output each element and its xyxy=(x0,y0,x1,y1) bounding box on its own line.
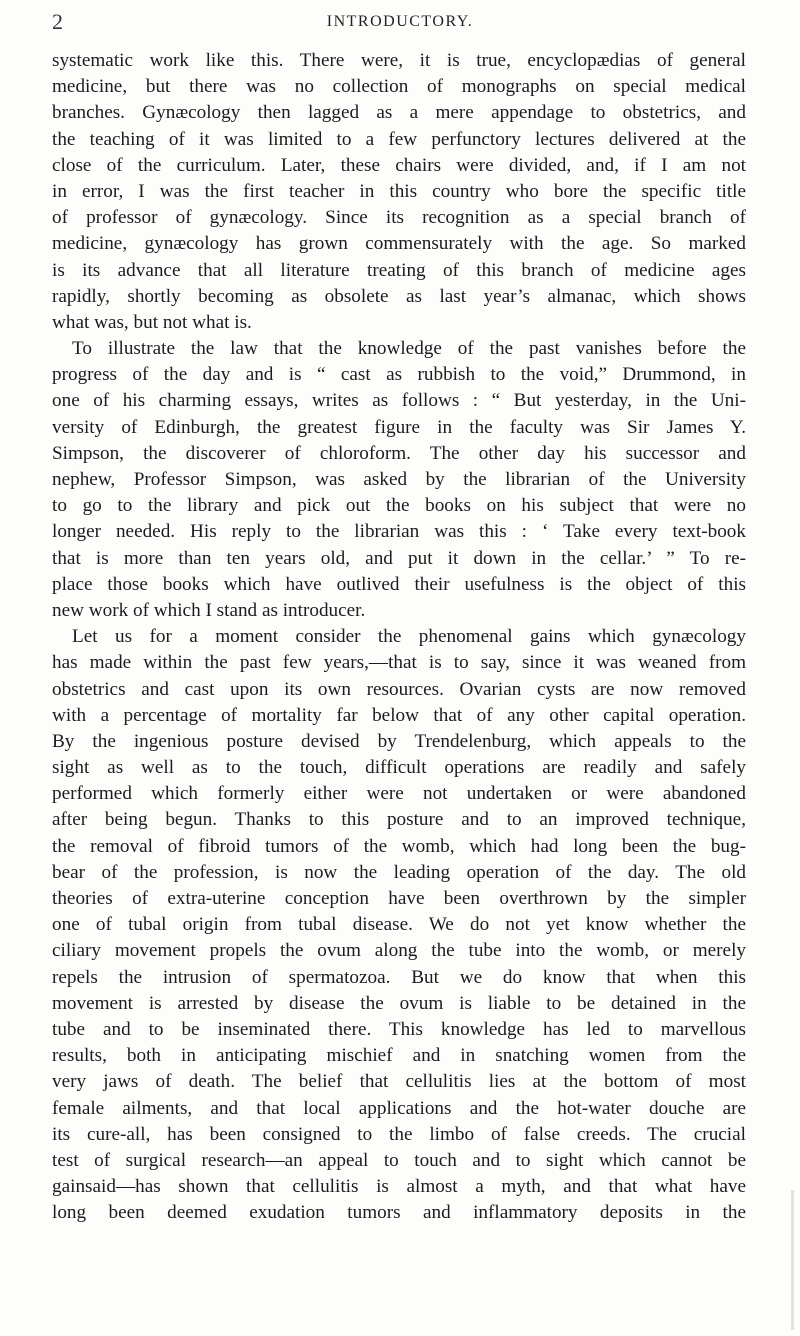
page-edge-shadow xyxy=(791,1190,794,1330)
body-text xyxy=(52,48,746,1226)
text-line: progress of the day and is “ cast as rubbish to the void,” Drummond, in xyxy=(52,364,746,386)
page-header xyxy=(52,8,748,36)
text-line: place those books which have outlived their usefulness is the object of this xyxy=(52,573,746,595)
text-line: theories of extra-uterine conception have been overthrown by the simpler xyxy=(52,888,746,909)
text-line: movement is arrested by disease the ovum is liable to be detained in the xyxy=(52,992,746,1014)
text-line: bear of the profession, is now the leading operation of the day. The old xyxy=(52,861,746,883)
text-line: what was, but not what is. xyxy=(52,311,252,333)
text-line: that is more than ten years old, and put it down in the cellar.’ ” To re- xyxy=(52,547,746,569)
text-line: gainsaid—has shown that cellulitis is almost a myth, and that what have xyxy=(52,1176,746,1198)
text-line: the removal of fibroid tumors of the womb, which had long been the bug- xyxy=(52,835,746,857)
text-line: To illustrate the law that the knowledge of the past vanishes before the xyxy=(72,338,746,360)
page-number: 2 xyxy=(52,9,63,34)
text-line: female ailments, and that local applications and the hot-water douche are xyxy=(52,1097,746,1119)
text-line: results, both in anticipating mischief and in snatching women from the xyxy=(52,1045,746,1067)
text-line: ciliary movement propels the ovum along the tube into the womb, or merely xyxy=(52,940,746,962)
text-line: By the ingenious posture devised by Trendelenburg, which appeals to the xyxy=(52,730,746,752)
text-line: branches. Gynæcology then lagged as a mere appendage to obstetrics, and xyxy=(52,102,746,124)
text-line: rapidly, shortly becoming as obsolete as last year’s almanac, which shows xyxy=(52,285,746,307)
text-line: Simpson, the discoverer of chloroform. The other day his successor and xyxy=(52,442,746,464)
text-line: Let us for a moment consider the phenomenal gains which gynæcology xyxy=(72,626,746,648)
text-line: to go to the library and pick out the books on his subject that were no xyxy=(52,495,746,517)
text-line: is its advance that all literature treating of this branch of medicine ages xyxy=(52,259,746,281)
text-line: close of the curriculum. Later, these chairs were divided, and, if I am not xyxy=(52,154,746,176)
text-line: after being begun. Thanks to this posture and to an improved technique, xyxy=(52,809,746,831)
text-line: obstetrics and cast upon its own resources. Ovarian cysts are now removed xyxy=(52,678,746,700)
text-line: with a percentage of mortality far below that of any other capital operation. xyxy=(52,704,746,726)
text-line: performed which formerly either were not undertaken or were abandoned xyxy=(52,783,746,805)
text-line: versity of Edinburgh, the greatest figure in the faculty was Sir James Y. xyxy=(52,416,746,438)
text-line: nephew, Professor Simpson, was asked by the librarian of the University xyxy=(52,469,746,490)
text-line: longer needed. His reply to the librarian was this : ‘ Take every text-book xyxy=(52,521,746,543)
running-title: INTRODUCTORY. xyxy=(326,13,474,30)
text-line: medicine, but there was no collection of monographs on special medical xyxy=(52,76,746,98)
text-line: of professor of gynæcology. Since its recognition as a special branch of xyxy=(52,207,746,229)
text-line: its cure-all, has been consigned to the limbo of false creeds. The crucial xyxy=(52,1123,746,1145)
text-line: the teaching of it was limited to a few perfunctory lectures delivered at the xyxy=(52,128,746,150)
text-line: one of tubal origin from tubal disease. We do not yet know whether the xyxy=(52,914,746,936)
text-line: long been deemed exudation tumors and inflammatory deposits in the xyxy=(52,1202,746,1224)
text-line: sight as well as to the touch, difficult operations are readily and safely xyxy=(52,757,746,779)
text-line: new work of which I stand as introducer. xyxy=(52,599,366,621)
text-line: one of his charming essays, writes as follows : “ But yesterday, in the Uni- xyxy=(52,390,746,412)
text-line: test of surgical research—an appeal to touch and to sight which cannot be xyxy=(52,1149,746,1171)
text-line: medicine, gynæcology has grown commensurately with the age. So marked xyxy=(52,233,746,255)
text-line: in error, I was the first teacher in this country who bore the specific title xyxy=(52,180,746,202)
text-line: has made within the past few years,—that is to say, since it was weaned from xyxy=(52,652,746,674)
text-line: systematic work like this. There were, it is true, encyclopædias of general xyxy=(52,50,746,71)
text-line: tube and to be inseminated there. This knowledge has led to marvellous xyxy=(52,1018,746,1040)
text-line: repels the intrusion of spermatozoa. But we do know that when this xyxy=(52,966,746,988)
text-line: very jaws of death. The belief that cellulitis lies at the bottom of most xyxy=(52,1071,746,1093)
